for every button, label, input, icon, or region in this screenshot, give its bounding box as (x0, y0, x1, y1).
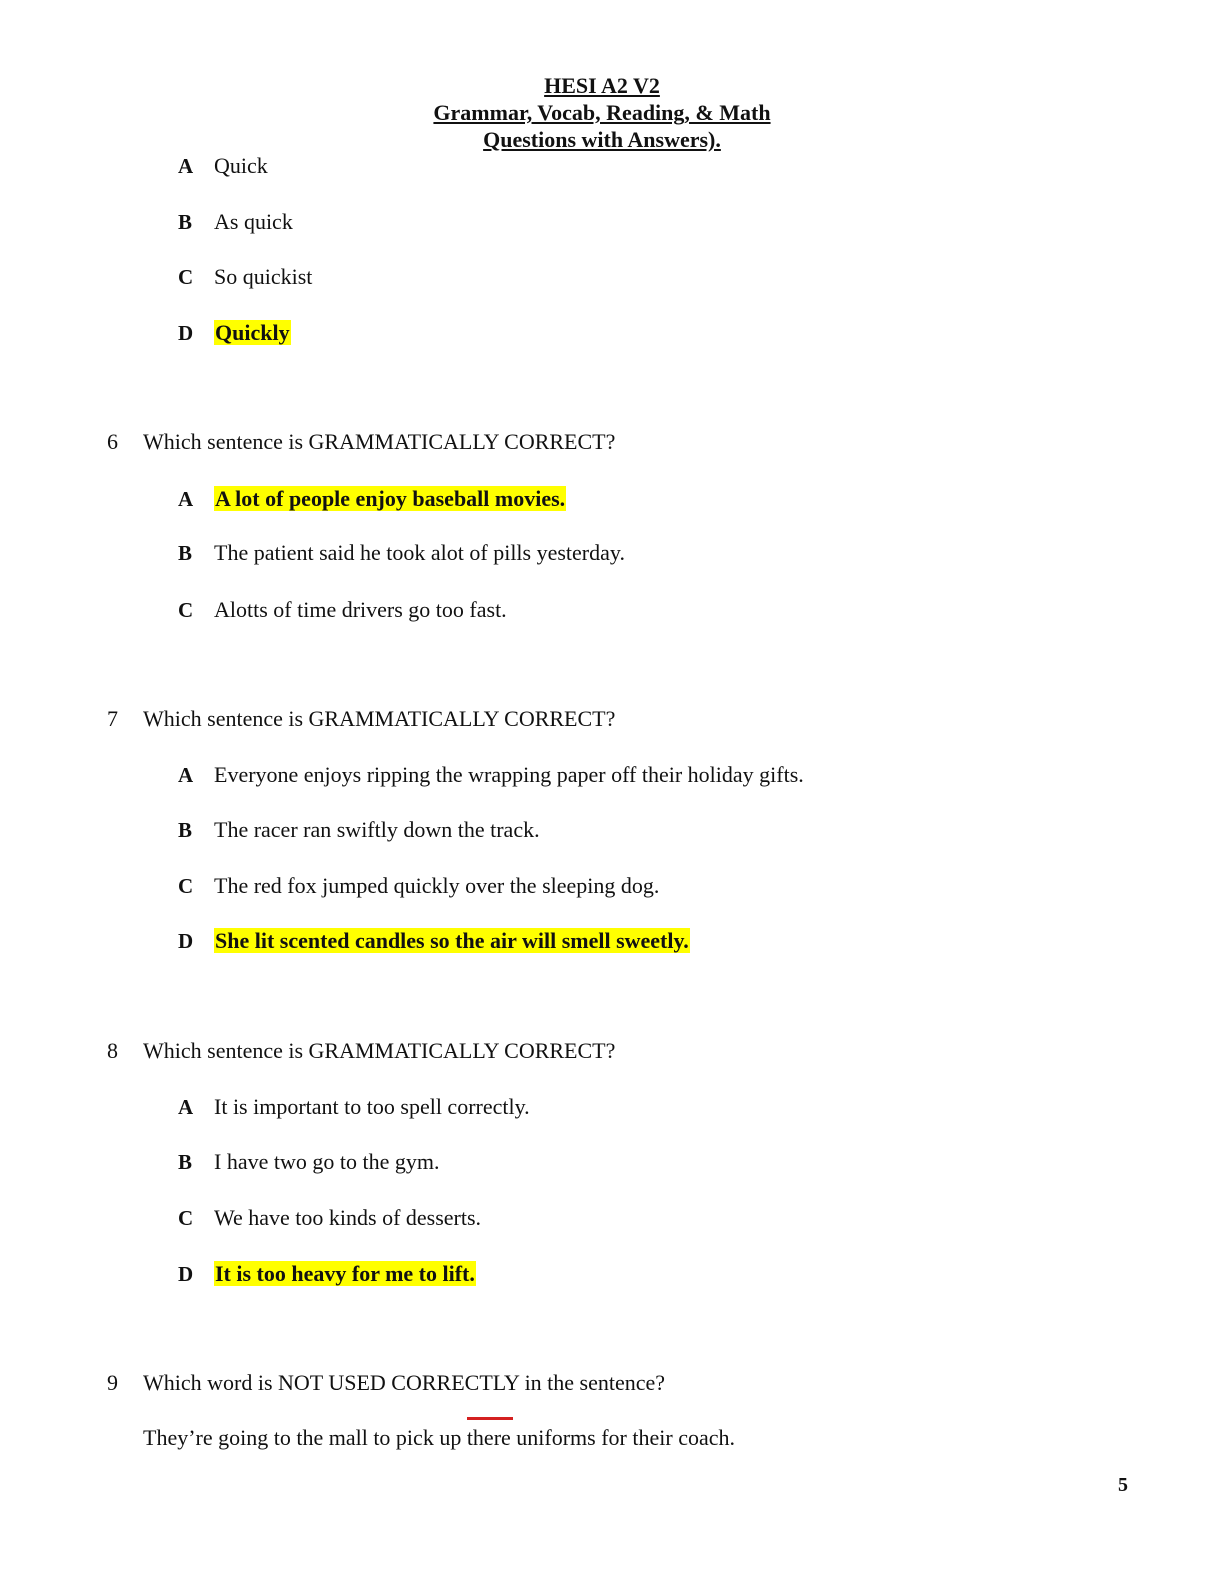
option-text: The patient said he took alot of pills yesterday. (214, 540, 625, 565)
option-letter: B (178, 818, 193, 842)
question-number: 7 (107, 706, 118, 731)
header-subtitle-2: Questions with Answers). (483, 127, 721, 152)
option-text: Alotts of time drivers go too fast. (214, 597, 507, 622)
q7-option-c (178, 872, 659, 900)
q7-option-a (178, 761, 804, 789)
q8-option-a (178, 1093, 530, 1121)
option-text: It is important to too spell correctly. (214, 1094, 530, 1119)
option-letter: D (178, 1262, 194, 1286)
question-text: Which sentence is GRAMMATICALLY CORRECT? (143, 1038, 616, 1063)
option-text: So quickist (214, 264, 313, 289)
q6-option-b (178, 539, 625, 567)
option-letter: A (178, 763, 194, 787)
option-letter: C (178, 598, 194, 622)
page-number: 5 (1118, 1474, 1128, 1496)
q9-sentence (143, 1424, 735, 1452)
q8-option-c (178, 1204, 481, 1232)
option-letter: B (178, 210, 193, 234)
header-title: HESI A2 V2 (544, 73, 660, 98)
option-letter: C (178, 874, 194, 898)
q5-option-b (178, 208, 293, 236)
option-letter: A (178, 154, 194, 178)
option-text: The racer ran swiftly down the track. (214, 817, 540, 842)
question-number: 6 (107, 429, 118, 454)
option-text-highlighted: It is too heavy for me to lift. (215, 1261, 475, 1286)
q7-prompt (107, 705, 615, 733)
sentence-end: uniforms for their coach. (510, 1425, 735, 1450)
option-letter: B (178, 541, 193, 565)
q7-option-d-correct (178, 927, 690, 955)
q8-prompt (107, 1037, 615, 1065)
q8-option-d-correct (178, 1260, 476, 1288)
option-text: We have too kinds of desserts. (214, 1205, 482, 1230)
q6-option-a-correct (178, 485, 566, 513)
question-text: Which sentence is GRAMMATICALLY CORRECT? (143, 429, 616, 454)
page-header (0, 72, 1204, 153)
q6-prompt (107, 428, 615, 456)
option-text: As quick (214, 209, 293, 234)
option-text: Everyone enjoys ripping the wrapping paper off their holiday gifts. (214, 762, 804, 787)
option-letter: D (178, 321, 194, 345)
question-number: 9 (107, 1370, 118, 1395)
option-letter: B (178, 1150, 193, 1174)
option-letter: C (178, 1206, 194, 1230)
question-number: 8 (107, 1038, 118, 1063)
marked-word: there (466, 1425, 511, 1450)
question-text: Which word is NOT USED CORRECTLY in the sentence? (143, 1370, 666, 1395)
option-letter: A (178, 487, 194, 511)
option-text-highlighted: Quickly (215, 320, 290, 345)
q6-option-c (178, 596, 507, 624)
q7-option-b (178, 816, 540, 844)
sentence-start: They’re going to the mall to pick up (143, 1425, 467, 1450)
option-text-highlighted: A lot of people enjoy baseball movies. (215, 486, 566, 511)
q5-option-a (178, 152, 268, 180)
option-text: Quick (214, 153, 268, 178)
option-letter: A (178, 1095, 194, 1119)
q5-option-c (178, 263, 312, 291)
q8-option-b (178, 1148, 439, 1176)
q9-prompt (107, 1369, 665, 1397)
option-letter: D (178, 929, 194, 953)
q5-option-d-correct (178, 319, 291, 347)
header-subtitle: Grammar, Vocab, Reading, & Math (433, 100, 771, 125)
option-text: The red fox jumped quickly over the sleeping dog. (214, 873, 660, 898)
question-text: Which sentence is GRAMMATICALLY CORRECT? (143, 706, 616, 731)
option-text: I have two go to the gym. (214, 1149, 440, 1174)
option-text-highlighted: She lit scented candles so the air will smell sweetly. (215, 928, 689, 953)
option-letter: C (178, 265, 194, 289)
